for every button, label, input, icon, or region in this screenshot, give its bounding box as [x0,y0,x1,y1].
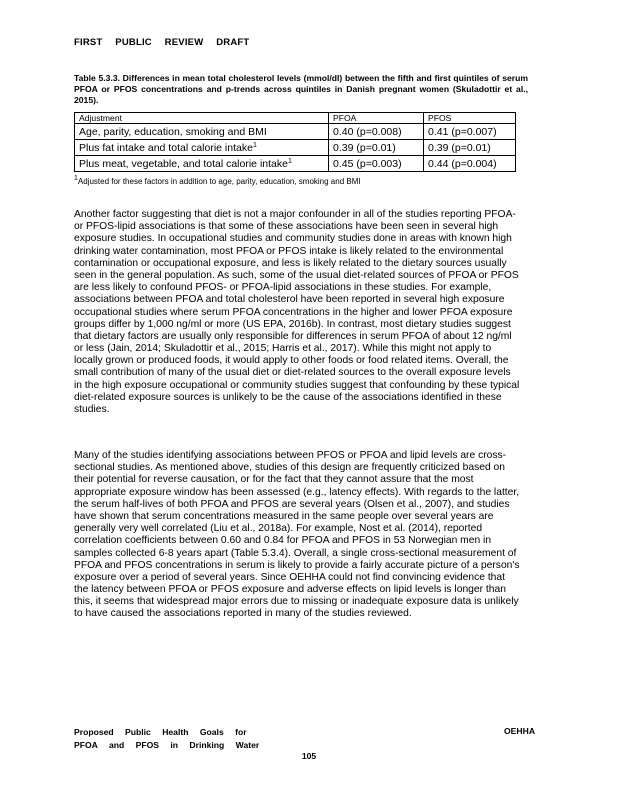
table-row [75,124,516,140]
cell-adjustment: Plus meat, vegetable, and total calorie intake$^1$ [75,156,329,172]
table-footnote: $^1$Adjusted for these factors in addition to age, parity, education, smoking and BMI [74,175,361,186]
table-row [75,156,516,172]
header-pfoa: PFOA [329,113,424,124]
cell-pfos: 0.44 (p=0.004) [424,156,516,172]
results-table [74,112,516,172]
cell-pfoa: 0.39 (p=0.01) [329,140,424,156]
cell-adjustment: Age, parity, education, smoking and BMI [75,124,329,140]
page-number: 105 [301,751,317,761]
cell-adjustment: Plus fat intake and total calorie intake$^1$ [75,140,329,156]
footer-document-title: Proposed Public Health Goals for PFOA and PFOS in Drinking Water [74,727,260,750]
cell-pfos: 0.41 (p=0.007) [424,124,516,140]
footer-agency: OEHHA [504,726,536,736]
cell-pfoa: 0.40 (p=0.008) [329,124,424,140]
table-header-row [75,113,516,124]
table-caption: Table 5.3.3. Differences in mean total cholesterol levels (mmol/dl) between the fifth and first quintiles of serum PFOA or PFOS concentrations and p-trends across quintiles in Danish pregnant women (Skuladottir et al., 2015). [74,73,528,105]
document-header: FIRST PUBLIC REVIEW DRAFT [74,37,250,48]
body-paragraph: Many of the studies identifying associations between PFOS or PFOA and lipid levels are cross-sectional studies. As mentioned above, studies of this design are frequently criticized based on their potential for reverse causation, or for the fact that they cannot assure that the most appropriate exposure window has been assessed (e.g., latency effects). With regards to the latter, the serum half-lives of both PFOA and PFOS are several years (Olsen et al., 2007), and studies have shown that serum concentrations measured in the same people over several years are generally very well correlated (Liu et al., 2018a). For example, Nost et al. (2014), reported correlation coefficients between 0.60 and 0.84 for PFOA and PFOS in 53 Norwegian men in samples collected 6-8 years apart (Table 5.3.4). Overall, a single cross-sectional measurement of PFOA and PFOS concentrations in serum is likely to provide a fairly accurate picture of a person's exposure over a period of several years. Since OEHHA could not find convincing evidence that the latency between PFOA or PFOS exposure and adverse effects on lipid levels is longer than this, it seems that widespread major errors due to missing or inadequate exposure data is unlikely to have caused the associations reported in many of the studies reviewed. [74,450,520,620]
header-pfos: PFOS [424,113,516,124]
cell-pfos: 0.39 (p=0.01) [424,140,516,156]
table-row [75,140,516,156]
cell-pfoa: 0.45 (p=0.003) [329,156,424,172]
body-paragraph: Another factor suggesting that diet is not a major confounder in all of the studies reporting PFOA- or PFOS-lipid associations is that some of these associations have been seen in several high exposure studies. In occupational studies and community studies done in areas with known high drinking water contamination, most PFOA or PFOS intake is likely related to the environmental contamination or occupational exposure, and less is likely related to the dietary sources usually seen in the general population. As such, some of the usual diet-related sources of PFOA or PFOS are less likely to confound PFOS- or PFOA-lipid associations in these studies. For example, associations between PFOA and total cholesterol have been reported in several high exposure occupational studies where serum PFOA concentrations in the higher and lower PFOA exposure groups differ by 1,000 ng/ml or more (US EPA, 2016b). In contrast, most dietary studies suggest that dietary factors are usually only responsible for differences in serum PFOA of about 12 ng/ml or less (Jain, 2014; Skuladottir et al., 2015; Harris et al., 2017). While this might not apply to locally grown or produced foods, it would apply to other foods or food related items. Overall, the small contribution of many of the usual diet or diet-related sources to the overall exposure levels in the high exposure occupational or community studies suggest that confounding by these typical diet-related exposure sources is unlikely to be the cause of the associations identified in these studies. [74,209,520,415]
header-adjustment: Adjustment [75,113,329,124]
